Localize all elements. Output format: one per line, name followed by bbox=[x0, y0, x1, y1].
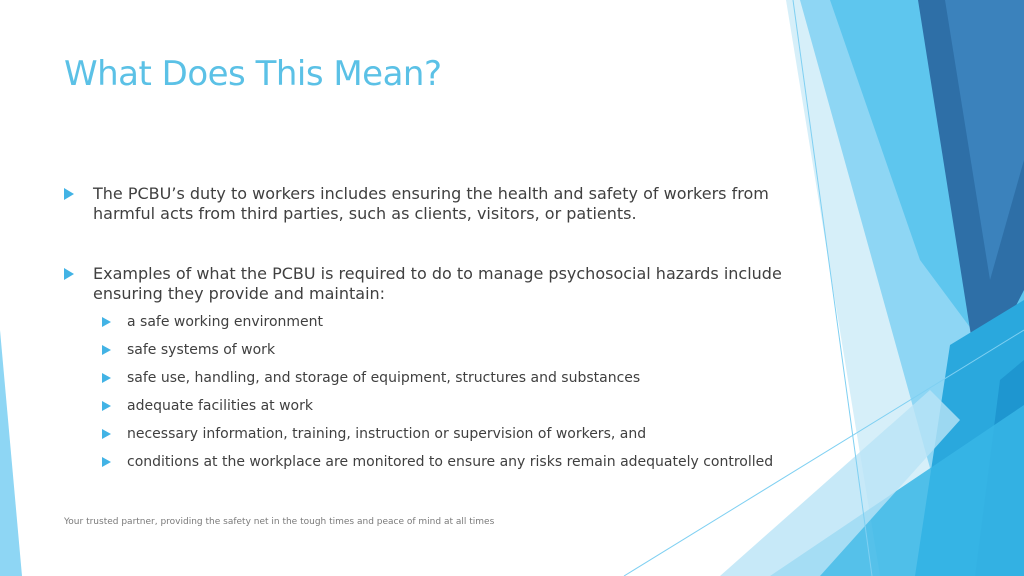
sub-bullet-item bbox=[64, 370, 784, 387]
sub-bullet-arrow-icon bbox=[102, 457, 111, 467]
sub-bullet-arrow-icon bbox=[102, 401, 111, 411]
footer-tagline: Your trusted partner, providing the safety net in the tough times and peace of mind at all times bbox=[64, 517, 495, 527]
page-title: What Does This Mean? bbox=[64, 54, 442, 94]
sub-bullet-text: adequate facilities at work bbox=[127, 398, 313, 414]
sub-bullet-text: conditions at the workplace are monitored to ensure any risks remain adequately controlled bbox=[127, 454, 774, 470]
sub-bullet-item bbox=[64, 398, 784, 415]
sub-bullet-item bbox=[64, 426, 784, 443]
slide-content bbox=[64, 184, 784, 482]
sub-bullet-arrow-icon bbox=[102, 345, 111, 355]
sub-bullet-arrow-icon bbox=[102, 429, 111, 439]
sub-bullet-item bbox=[64, 454, 784, 471]
sub-bullet-list bbox=[64, 314, 784, 471]
sub-bullet-arrow-icon bbox=[102, 317, 111, 327]
sub-bullet-text: necessary information, training, instruction or supervision of workers, and bbox=[127, 426, 647, 442]
decor-left-sliver bbox=[0, 330, 22, 576]
sub-bullet-text: a safe working environment bbox=[127, 314, 324, 330]
sub-bullet-item bbox=[64, 342, 784, 359]
sub-bullet-text: safe use, handling, and storage of equipment, structures and substances bbox=[127, 370, 641, 386]
bullet-text: The PCBU’s duty to workers includes ensuring the health and safety of workers from harmful acts from third parties, such as clients, visitors, or patients. bbox=[93, 184, 769, 223]
sub-bullet-arrow-icon bbox=[102, 373, 111, 383]
bullet-item bbox=[64, 184, 784, 224]
bullet-text: Examples of what the PCBU is required to do to manage psychosocial hazards include ensuring they provide and maintain: bbox=[93, 264, 782, 303]
bullet-arrow-icon bbox=[64, 188, 74, 200]
sub-bullet-text: safe systems of work bbox=[127, 342, 276, 358]
sub-bullet-item bbox=[64, 314, 784, 331]
bullet-arrow-icon bbox=[64, 268, 74, 280]
bullet-item bbox=[64, 264, 784, 304]
